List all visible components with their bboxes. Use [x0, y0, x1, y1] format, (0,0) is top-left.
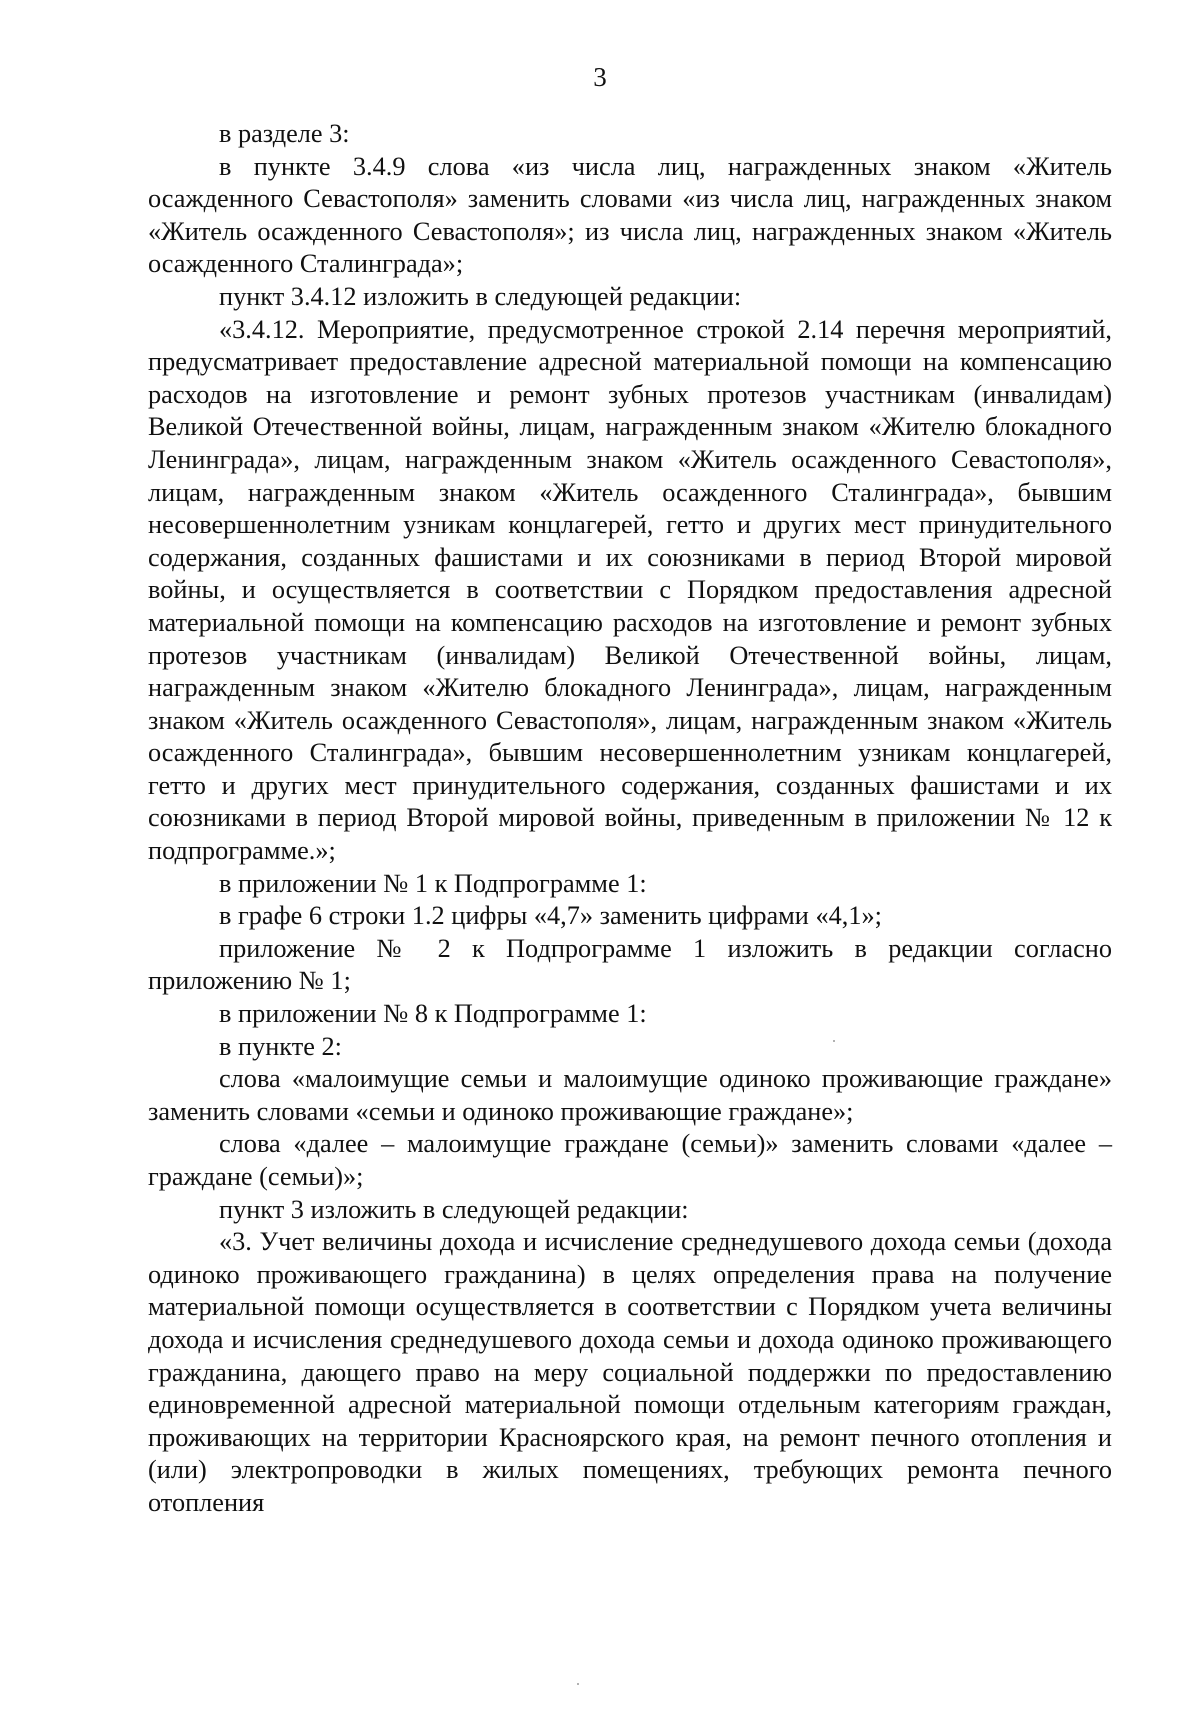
- page-number: 3: [593, 62, 607, 92]
- paragraph: в разделе 3:: [219, 119, 350, 148]
- paragraph: «3.4.12. Мероприятие, предусмотренное строкой 2.14 перечня мероприятий, предусматривает предоставление адресной материальной помощи на компенсацию расходов на изготовление и ремонт зубных протезов участникам (инвалидам) Великой Отечественной войны, лицам, награжденным знаком «Жителю блокадного Ленинграда», лицам, награжденным знаком «Житель осажденного Севастополя», лицам, награжденным знаком «Житель осажденного Сталинграда», бывшим несовершеннолетним узникам концлагерей, гетто и других мест принудительного содержания, созданных фашистами и их союзниками в период Второй мировой войны, и осуществляется в соответствии с Порядком предоставления адресной материальной помощи на компенсацию расходов на изготовление и ремонт зубных протезов участникам (инвалидам) Великой Отечественной войны, лицам, награжденным знаком «Жителю блокадного Ленинграда», лицам, награжденным знаком «Житель осажденного Севастополя», лицам, награжденным знаком «Житель осажденного Сталинграда», бывшим несовершеннолетним узникам концлагерей, гетто и других мест принудительного содержания, созданных фашистами и их союзниками в период Второй мировой войны, приведенным в приложении № 12 к подпрограмме.»;: [148, 314, 1112, 866]
- paragraph: в пункте 3.4.9 слова «из числа лиц, награжденных знаком «Житель осажденного Севастополя» заменить словами «из числа лиц, награжденных знаком «Житель осажденного Севастополя»; из числа лиц, награжденных знаком «Житель осажденного Сталинграда»;: [148, 151, 1112, 279]
- document-body: [148, 118, 1112, 1520]
- paragraph: в приложении № 8 к Подпрограмме 1:: [219, 999, 647, 1029]
- paragraph: «3. Учет величины дохода и исчисление среднедушевого дохода семьи (дохода одиноко проживающего гражданина) в целях определения права на получение материальной помощи осуществляется в соответствии с Порядком учета величины дохода и исчисления среднедушевого дохода семьи и дохода одиноко проживающего гражданина, дающего право на меру социальной поддержки по предоставлению единовременной адресной материальной помощи отдельным категориям граждан, проживающих на территории Красноярского края, на ремонт печного отопления и (или) электропроводки в жилых помещениях, требующих ремонта печного отопления: [148, 1227, 1112, 1517]
- paragraph: слова «далее – малоимущие граждане (семьи)» заменить словами «далее – граждане (семьи)»;: [148, 1129, 1112, 1191]
- scan-speck: [577, 1683, 579, 1685]
- paragraph: в приложении № 1 к Подпрограмме 1:: [219, 868, 647, 898]
- paragraph: пункт 3.4.12 изложить в следующей редакции:: [219, 281, 742, 311]
- paragraph: приложение № 2 к Подпрограмме 1 изложить в редакции согласно приложению № 1;: [148, 933, 1112, 996]
- paragraph: в графе 6 строки 1.2 цифры «4,7» заменить цифрами «4,1»;: [219, 901, 882, 931]
- paragraph: пункт 3 изложить в следующей редакции:: [219, 1194, 689, 1224]
- paragraph: слова «малоимущие семьи и малоимущие одиноко проживающие граждане» заменить словами «семьи и одиноко проживающие граждане»;: [148, 1064, 1112, 1126]
- scan-speck: [833, 1040, 835, 1042]
- paragraph: в пункте 2:: [219, 1031, 342, 1061]
